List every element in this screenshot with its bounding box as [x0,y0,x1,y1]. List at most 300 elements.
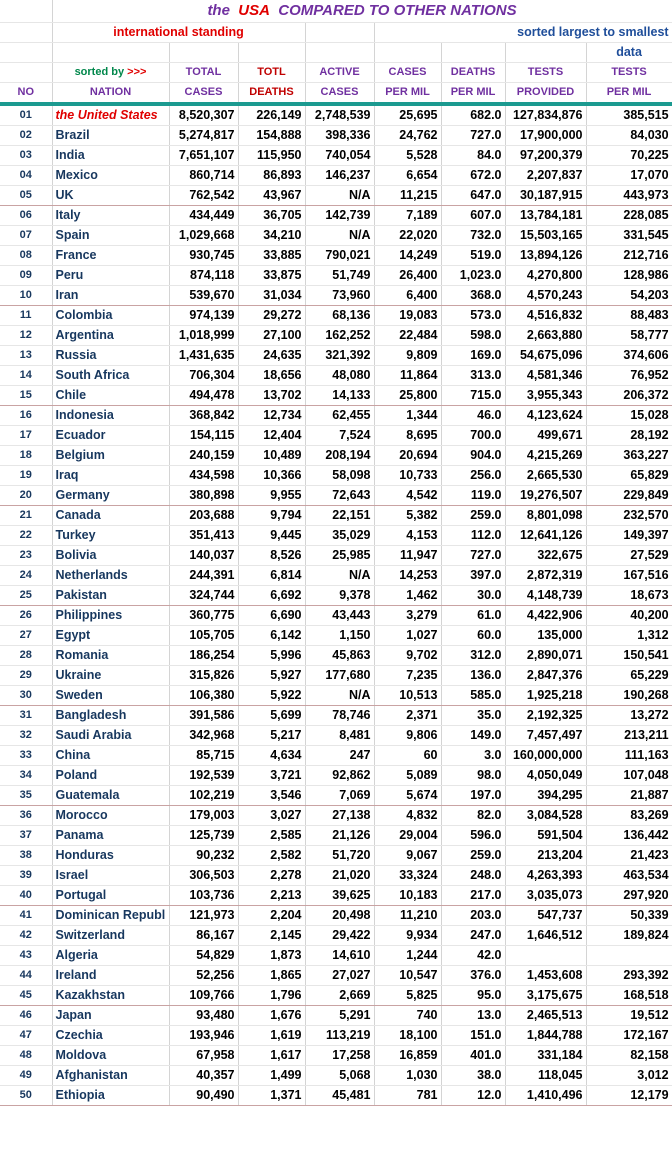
active-cases-cell: 247 [305,745,374,765]
total-deaths-cell: 34,210 [238,225,305,245]
row-number-cell: 24 [0,565,52,585]
nation-cell: Ethiopia [52,1085,169,1105]
total-cases-cell: 539,670 [169,285,238,305]
total-cases-cell: 5,274,817 [169,125,238,145]
total-deaths-cell: 9,445 [238,525,305,545]
tests-per-mil-cell: 374,606 [586,345,672,365]
deaths-per-mil-cell: 203.0 [441,905,505,925]
sorted-by-arrow: >>> [127,66,147,78]
nation-cell: Chile [52,385,169,405]
total-deaths-cell: 5,922 [238,685,305,705]
cases-per-mil-cell: 10,513 [374,685,441,705]
row-number-cell: 06 [0,205,52,225]
cases-per-mil-cell: 5,382 [374,505,441,525]
header-nation: NATION [52,82,169,104]
active-cases-cell: 740,054 [305,145,374,165]
table-row [0,785,672,805]
tests-per-mil-cell: 27,529 [586,545,672,565]
deaths-per-mil-cell: 35.0 [441,705,505,725]
row-number-cell: 15 [0,385,52,405]
tests-per-mil-cell: 28,192 [586,425,672,445]
nation-cell: Poland [52,765,169,785]
deaths-per-mil-cell: 259.0 [441,845,505,865]
cases-per-mil-cell: 24,762 [374,125,441,145]
total-cases-cell: 315,826 [169,665,238,685]
total-deaths-cell: 1,499 [238,1065,305,1085]
nation-cell: Belgium [52,445,169,465]
table-row [0,385,672,405]
header-active-cases: CASES [305,82,374,104]
total-deaths-cell: 13,702 [238,385,305,405]
tests-provided-cell: 3,175,675 [505,985,586,1005]
active-cases-cell: 48,080 [305,365,374,385]
cases-per-mil-cell: 740 [374,1005,441,1025]
active-cases-cell: 5,068 [305,1065,374,1085]
total-deaths-cell: 31,034 [238,285,305,305]
active-cases-cell: 43,443 [305,605,374,625]
nation-cell: Italy [52,205,169,225]
row-number-cell: 05 [0,185,52,205]
tests-provided-cell: 13,894,126 [505,245,586,265]
tests-per-mil-cell: 212,716 [586,245,672,265]
table-row [0,765,672,785]
total-cases-cell: 40,357 [169,1065,238,1085]
total-deaths-cell: 33,885 [238,245,305,265]
table-row [0,625,672,645]
table-row [0,405,672,425]
deaths-per-mil-cell: 112.0 [441,525,505,545]
total-cases-cell: 244,391 [169,565,238,585]
tests-per-mil-cell: 443,973 [586,185,672,205]
cases-per-mil-cell: 4,542 [374,485,441,505]
tests-per-mil-cell: 50,339 [586,905,672,925]
nation-cell: Ecuador [52,425,169,445]
table-row [0,165,672,185]
subtitle-international-standing: international standing [52,22,305,42]
tests-provided-cell: 13,784,181 [505,205,586,225]
table-row [0,905,672,925]
total-cases-cell: 391,586 [169,705,238,725]
total-deaths-cell: 5,996 [238,645,305,665]
nation-cell: France [52,245,169,265]
active-cases-cell: 45,481 [305,1085,374,1105]
active-cases-cell: 62,455 [305,405,374,425]
page-title [52,0,672,22]
header-top-tests-per-mil: TESTS [586,62,672,82]
row-number-cell: 07 [0,225,52,245]
total-deaths-cell: 43,967 [238,185,305,205]
tests-per-mil-cell: 136,442 [586,825,672,845]
total-cases-cell: 179,003 [169,805,238,825]
total-cases-cell: 109,766 [169,985,238,1005]
table-row [0,125,672,145]
tests-provided-cell: 499,671 [505,425,586,445]
tests-provided-cell: 19,276,507 [505,485,586,505]
tests-provided-cell: 4,215,269 [505,445,586,465]
active-cases-cell: 45,863 [305,645,374,665]
cases-per-mil-cell: 6,654 [374,165,441,185]
deaths-per-mil-cell: 313.0 [441,365,505,385]
cases-per-mil-cell: 18,100 [374,1025,441,1045]
active-cases-cell: 7,069 [305,785,374,805]
active-cases-cell: 113,219 [305,1025,374,1045]
tests-provided-cell: 2,872,319 [505,565,586,585]
cases-per-mil-cell: 1,462 [374,585,441,605]
cases-per-mil-cell: 11,215 [374,185,441,205]
table-row [0,965,672,985]
deaths-per-mil-cell: 82.0 [441,805,505,825]
active-cases-cell: 14,133 [305,385,374,405]
total-cases-cell: 203,688 [169,505,238,525]
deaths-per-mil-cell: 13.0 [441,1005,505,1025]
table-row [0,1065,672,1085]
active-cases-cell: 177,680 [305,665,374,685]
tests-provided-cell: 4,422,906 [505,605,586,625]
table-row [0,104,672,126]
cases-per-mil-cell: 3,279 [374,605,441,625]
active-cases-cell: 142,739 [305,205,374,225]
row-number-cell: 44 [0,965,52,985]
total-deaths-cell: 2,204 [238,905,305,925]
total-cases-cell: 125,739 [169,825,238,845]
table-row [0,345,672,365]
active-cases-cell: N/A [305,685,374,705]
tests-provided-cell: 4,270,800 [505,265,586,285]
header-top-deaths: DEATHS [441,62,505,82]
tests-per-mil-cell: 17,070 [586,165,672,185]
table-row [0,545,672,565]
table-row [0,205,672,225]
table-row [0,245,672,265]
nation-cell: the United States [52,104,169,126]
deaths-per-mil-cell: 60.0 [441,625,505,645]
cases-per-mil-cell: 4,832 [374,805,441,825]
nation-cell: Japan [52,1005,169,1025]
deaths-per-mil-cell: 647.0 [441,185,505,205]
nation-cell: Bolivia [52,545,169,565]
cases-per-mil-cell: 22,484 [374,325,441,345]
deaths-per-mil-cell: 95.0 [441,985,505,1005]
total-deaths-cell: 33,875 [238,265,305,285]
tests-provided-cell: 4,148,739 [505,585,586,605]
total-deaths-cell: 6,814 [238,565,305,585]
total-cases-cell: 52,256 [169,965,238,985]
tests-per-mil-cell: 149,397 [586,525,672,545]
tests-provided-cell [505,945,586,965]
tests-per-mil-cell: 293,392 [586,965,672,985]
total-deaths-cell: 8,526 [238,545,305,565]
tests-provided-cell: 3,084,528 [505,805,586,825]
table-row [0,725,672,745]
table-row [0,525,672,545]
tests-provided-cell: 7,457,497 [505,725,586,745]
active-cases-cell: 321,392 [305,345,374,365]
nation-cell: UK [52,185,169,205]
tests-provided-cell: 2,465,513 [505,1005,586,1025]
tests-per-mil-cell: 107,048 [586,765,672,785]
cases-per-mil-cell: 5,674 [374,785,441,805]
table-row [0,945,672,965]
nation-cell: Iraq [52,465,169,485]
total-deaths-cell: 1,676 [238,1005,305,1025]
nation-cell: Bangladesh [52,705,169,725]
tests-provided-cell: 2,192,325 [505,705,586,725]
deaths-per-mil-cell: 149.0 [441,725,505,745]
row-number-cell: 12 [0,325,52,345]
nation-cell: Kazakhstan [52,985,169,1005]
active-cases-cell: 27,138 [305,805,374,825]
nation-cell: Morocco [52,805,169,825]
nation-cell: Algeria [52,945,169,965]
total-deaths-cell: 115,950 [238,145,305,165]
deaths-per-mil-cell: 312.0 [441,645,505,665]
tests-provided-cell: 4,050,049 [505,765,586,785]
tests-per-mil-cell: 168,518 [586,985,672,1005]
total-cases-cell: 342,968 [169,725,238,745]
active-cases-cell: 20,498 [305,905,374,925]
deaths-per-mil-cell: 169.0 [441,345,505,365]
table-row [0,645,672,665]
row-number-cell: 08 [0,245,52,265]
row-number-cell: 46 [0,1005,52,1025]
deaths-per-mil-cell: 376.0 [441,965,505,985]
table-row [0,185,672,205]
nation-cell: Afghanistan [52,1065,169,1085]
total-cases-cell: 121,973 [169,905,238,925]
table-row [0,485,672,505]
tests-provided-cell: 1,925,218 [505,685,586,705]
tests-per-mil-cell: 111,163 [586,745,672,765]
total-deaths-cell: 6,142 [238,625,305,645]
title-suffix: COMPARED TO OTHER NATIONS [278,2,517,20]
cases-per-mil-cell: 1,344 [374,405,441,425]
tests-per-mil-cell: 206,372 [586,385,672,405]
row-number-cell: 03 [0,145,52,165]
deaths-per-mil-cell: 682.0 [441,104,505,126]
deaths-per-mil-cell: 248.0 [441,865,505,885]
nation-cell: Portugal [52,885,169,905]
table-row [0,565,672,585]
tests-provided-cell: 322,675 [505,545,586,565]
cases-per-mil-cell: 9,067 [374,845,441,865]
row-number-cell: 39 [0,865,52,885]
table-row [0,585,672,605]
title-usa: USA [238,2,270,20]
row-number-cell: 10 [0,285,52,305]
sorted-by-label [52,62,169,82]
row-number-cell: 36 [0,805,52,825]
tests-per-mil-cell: 229,849 [586,485,672,505]
row-number-cell: 26 [0,605,52,625]
title-prefix: the [207,2,230,20]
cases-per-mil-cell: 25,800 [374,385,441,405]
row-number-cell: 35 [0,785,52,805]
total-cases-cell: 102,219 [169,785,238,805]
cases-per-mil-cell: 10,733 [374,465,441,485]
row-number-cell: 17 [0,425,52,445]
total-cases-cell: 90,490 [169,1085,238,1105]
nation-cell: South Africa [52,365,169,385]
active-cases-cell: 51,749 [305,265,374,285]
cases-per-mil-cell: 19,083 [374,305,441,325]
active-cases-cell: 21,126 [305,825,374,845]
deaths-per-mil-cell: 197.0 [441,785,505,805]
tests-per-mil-cell: 128,986 [586,265,672,285]
tests-provided-cell: 4,516,832 [505,305,586,325]
tests-per-mil-cell: 18,673 [586,585,672,605]
table-row [0,605,672,625]
cases-per-mil-cell: 10,547 [374,965,441,985]
table-row [0,925,672,945]
total-cases-cell: 360,775 [169,605,238,625]
total-cases-cell: 85,715 [169,745,238,765]
cases-per-mil-cell: 16,859 [374,1045,441,1065]
total-deaths-cell: 18,656 [238,365,305,385]
deaths-per-mil-cell: 247.0 [441,925,505,945]
table-row [0,465,672,485]
subtitle-data: data [586,42,672,62]
table-row [0,1085,672,1105]
tests-provided-cell: 4,581,346 [505,365,586,385]
total-cases-cell: 860,714 [169,165,238,185]
total-cases-cell: 1,018,999 [169,325,238,345]
tests-provided-cell: 213,204 [505,845,586,865]
cases-per-mil-cell: 7,235 [374,665,441,685]
active-cases-cell: 14,610 [305,945,374,965]
total-cases-cell: 186,254 [169,645,238,665]
row-number-cell: 32 [0,725,52,745]
tests-per-mil-cell: 58,777 [586,325,672,345]
total-cases-cell: 106,380 [169,685,238,705]
tests-per-mil-cell: 70,225 [586,145,672,165]
active-cases-cell: 29,422 [305,925,374,945]
cases-per-mil-cell: 5,825 [374,985,441,1005]
row-number-cell: 38 [0,845,52,865]
total-deaths-cell: 29,272 [238,305,305,325]
total-cases-cell: 434,598 [169,465,238,485]
cases-per-mil-cell: 9,806 [374,725,441,745]
active-cases-cell: 22,151 [305,505,374,525]
active-cases-cell: 58,098 [305,465,374,485]
cases-per-mil-cell: 9,809 [374,345,441,365]
table-row [0,505,672,525]
tests-per-mil-cell: 12,179 [586,1085,672,1105]
nation-cell: Peru [52,265,169,285]
active-cases-cell: 92,862 [305,765,374,785]
cases-per-mil-cell: 1,030 [374,1065,441,1085]
total-deaths-cell: 2,585 [238,825,305,845]
active-cases-cell: 72,643 [305,485,374,505]
nation-cell: Ireland [52,965,169,985]
deaths-per-mil-cell: 119.0 [441,485,505,505]
cases-per-mil-cell: 33,324 [374,865,441,885]
table-row [0,265,672,285]
deaths-per-mil-cell: 585.0 [441,685,505,705]
total-cases-cell: 240,159 [169,445,238,465]
deaths-per-mil-cell: 732.0 [441,225,505,245]
cases-per-mil-cell: 11,947 [374,545,441,565]
total-deaths-cell: 226,149 [238,104,305,126]
tests-per-mil-cell: 331,545 [586,225,672,245]
table-row [0,225,672,245]
cases-per-mil-cell: 1,027 [374,625,441,645]
cases-per-mil-cell: 5,089 [374,765,441,785]
total-deaths-cell: 9,955 [238,485,305,505]
active-cases-cell: 78,746 [305,705,374,725]
total-deaths-cell: 1,865 [238,965,305,985]
tests-per-mil-cell: 228,085 [586,205,672,225]
table-row [0,825,672,845]
row-number-cell: 31 [0,705,52,725]
tests-provided-cell: 4,570,243 [505,285,586,305]
nation-cell: Pakistan [52,585,169,605]
row-number-cell: 43 [0,945,52,965]
total-deaths-cell: 9,794 [238,505,305,525]
total-cases-cell: 324,744 [169,585,238,605]
table-row [0,985,672,1005]
nation-cell: Indonesia [52,405,169,425]
table-row [0,325,672,345]
tests-per-mil-cell: 172,167 [586,1025,672,1045]
table-row [0,365,672,385]
active-cases-cell: 17,258 [305,1045,374,1065]
total-deaths-cell: 5,699 [238,705,305,725]
total-deaths-cell: 1,873 [238,945,305,965]
cases-per-mil-cell: 8,695 [374,425,441,445]
row-number-cell: 45 [0,985,52,1005]
row-number-cell: 41 [0,905,52,925]
row-number-cell: 14 [0,365,52,385]
deaths-per-mil-cell: 397.0 [441,565,505,585]
tests-per-mil-cell: 190,268 [586,685,672,705]
total-deaths-cell: 6,692 [238,585,305,605]
header-cases-per-mil: PER MIL [374,82,441,104]
total-cases-cell: 434,449 [169,205,238,225]
row-number-cell: 42 [0,925,52,945]
table-row [0,1045,672,1065]
active-cases-cell: 790,021 [305,245,374,265]
row-number-cell: 18 [0,445,52,465]
active-cases-cell: 398,336 [305,125,374,145]
tests-provided-cell: 2,890,071 [505,645,586,665]
cases-per-mil-cell: 6,400 [374,285,441,305]
tests-provided-cell: 547,737 [505,905,586,925]
active-cases-cell: N/A [305,185,374,205]
total-cases-cell: 368,842 [169,405,238,425]
deaths-per-mil-cell: 715.0 [441,385,505,405]
row-number-cell: 28 [0,645,52,665]
table-row [0,885,672,905]
header-top-active: ACTIVE [305,62,374,82]
total-deaths-cell: 2,145 [238,925,305,945]
total-cases-cell: 154,115 [169,425,238,445]
deaths-per-mil-cell: 46.0 [441,405,505,425]
total-cases-cell: 54,829 [169,945,238,965]
tests-per-mil-cell: 13,272 [586,705,672,725]
cases-per-mil-cell: 781 [374,1085,441,1105]
header-tests-per-mil: PER MIL [586,82,672,104]
total-deaths-cell: 3,027 [238,805,305,825]
active-cases-cell: 1,150 [305,625,374,645]
tests-provided-cell: 17,900,000 [505,125,586,145]
table-row [0,445,672,465]
total-cases-cell: 93,480 [169,1005,238,1025]
active-cases-cell: 5,291 [305,1005,374,1025]
tests-per-mil-cell: 1,312 [586,625,672,645]
deaths-per-mil-cell: 727.0 [441,545,505,565]
total-deaths-cell: 154,888 [238,125,305,145]
nation-cell: Guatemala [52,785,169,805]
